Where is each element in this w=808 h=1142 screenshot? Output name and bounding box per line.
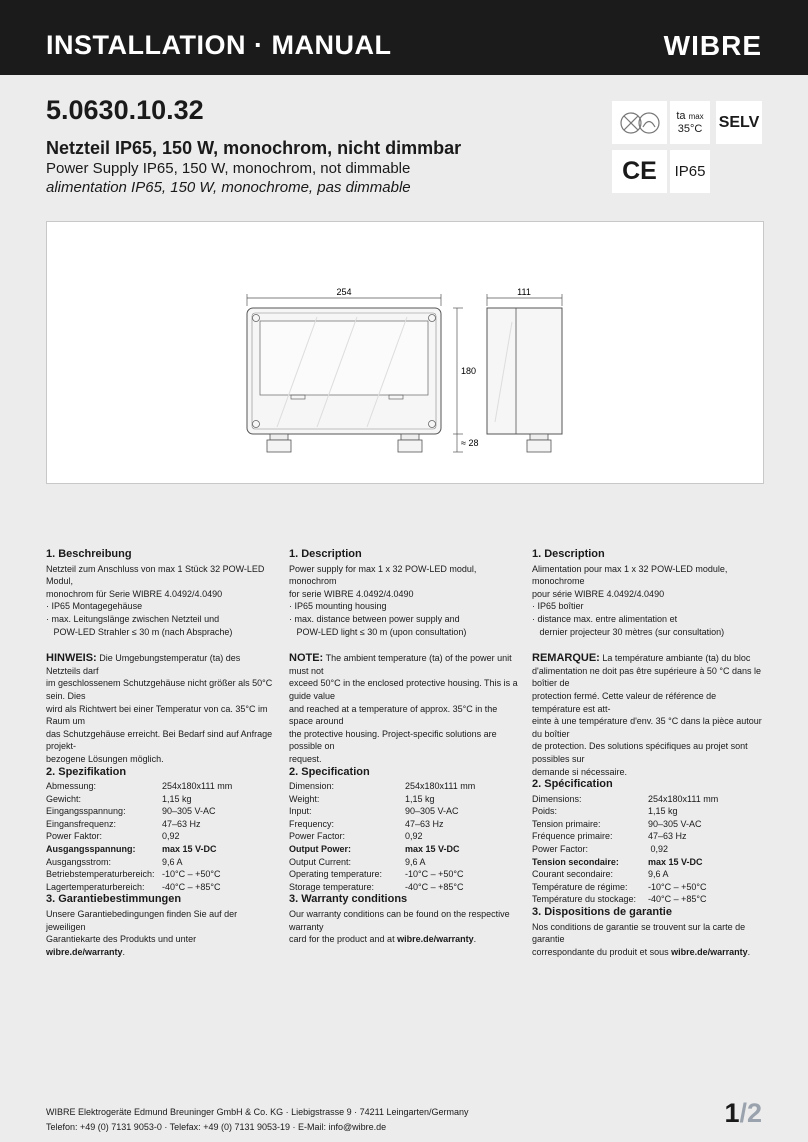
spec-row: Ausgangsspannung: max 15 V-DC <box>46 844 217 855</box>
cable-gland-left <box>270 434 288 440</box>
ip-rating-label: IP65 <box>674 163 706 180</box>
spec-row: Poids: 1,15 kg <box>532 806 678 817</box>
warranty-line: Unsere Garantiebedingungen finden Sie auf der jeweiligen <box>46 909 238 932</box>
description-line: POW-LED Strahler ≤ 30 m (nach Absprache) <box>46 626 233 637</box>
description-line: monochrom für Serie WIBRE 4.0492/4.0490 <box>46 588 223 599</box>
note-line: d'alimentation ne doit pas être supérieure à 50 °C dans le boîtier de <box>532 665 761 689</box>
warranty-link[interactable]: wibre.de/warranty <box>397 934 474 945</box>
no-cover-symbol-badge <box>612 101 667 144</box>
ce-mark-icon: CE <box>622 157 657 185</box>
spec-row: Power Factor: 0,92 <box>289 831 423 842</box>
selv-badge <box>716 101 762 144</box>
note-line: and reached at a temperature of approx. 35°C in the space around <box>289 703 498 727</box>
description-line: Power supply for max 1 x 32 POW-LED modul, monochrom <box>289 563 477 587</box>
spec-row: Eingangsspannung: 90–305 V-AC <box>46 806 216 817</box>
page-header <box>0 0 808 75</box>
dimension-drawing <box>47 222 763 483</box>
section-description-en: 1. Description <box>289 548 362 560</box>
ta-sub-label: max <box>688 111 704 121</box>
section-specification-de: 2. Spezifikation <box>46 765 127 778</box>
note-label: NOTE: <box>289 652 324 665</box>
gland-dimension-label: ≈ 28 <box>461 438 479 448</box>
product-name-de: Netzteil IP65, 150 W, monochrom, nicht dimmbar <box>46 138 462 158</box>
description-line: Netzteil zum Anschluss von max 1 Stück 32 POW-LED Modul, <box>46 563 265 587</box>
spec-row: Frequency: 47–63 Hz <box>289 818 444 829</box>
note-line: the protective housing. Project-specific solutions are possible on <box>289 728 497 752</box>
description-line: Alimentation pour max 1 x 32 POW-LED module, monochrome <box>532 563 728 587</box>
warranty-line: Our warranty conditions can be found on the respective warranty <box>289 909 510 932</box>
warranty-link[interactable]: wibre.de/warranty <box>46 946 123 957</box>
spec-row: Température de régime: -10°C – +50°C <box>532 881 707 892</box>
description-line: · IP65 Montagegehäuse <box>46 601 143 612</box>
note-line: das Schutzgehäuse erreicht. Bei Bedarf sind auf Anfrage projekt- <box>46 728 273 752</box>
note-paragraph-de: HINWEIS: Die Umgebungstemperatur (ta) des Netzteils darf <box>46 652 241 676</box>
spec-row: Courant secondaire: 9,6 A <box>532 869 669 880</box>
spec-row: Température du stockage: -40°C – +85°C <box>532 894 707 905</box>
spec-row: Tension secondaire: max 15 V-DC <box>532 856 703 867</box>
spec-row: Abmessung: 254x180x111 mm <box>46 781 233 792</box>
description-line: · IP65 boîtier <box>532 601 584 612</box>
spec-row: Power Factor: 0,92 <box>532 844 669 855</box>
note-label: REMARQUE: <box>532 652 600 665</box>
ta-value: 35°C <box>677 122 703 135</box>
section-description-de: 1. Beschreibung <box>46 548 132 560</box>
spec-row: Fréquence primaire: 47–63 Hz <box>532 831 687 842</box>
section-warranty-fr: 3. Dispositions de garantie <box>532 906 672 919</box>
footer-contact: Telefon: +49 (0) 7131 9053-0 · Telefax: +49 (0) 7131 9053-19 · E-Mail: info@wibre.de <box>46 1122 387 1132</box>
warranty-line: correspondante du produit et sous wibre.de/warranty. <box>532 946 751 957</box>
selv-label: SELV <box>718 113 760 131</box>
note-line: request. <box>289 753 322 764</box>
ip65-badge <box>670 150 710 193</box>
spec-row: Lagertemperaturbereich: -40°C – +85°C <box>46 881 221 892</box>
height-dimension-label: 180 <box>461 366 477 376</box>
document-title: INSTALLATION · MANUAL <box>46 30 392 60</box>
page-footer <box>46 1105 469 1135</box>
spec-row: Betriebstemperaturbereich: -10°C – +50°C <box>46 869 221 880</box>
description-line: POW-LED light ≤ 30 m (upon consultation) <box>289 626 467 637</box>
cable-gland-side <box>530 434 548 440</box>
warranty-line: card for the product and at wibre.de/warranty. <box>289 934 477 945</box>
spec-row: Output Power: max 15 V-DC <box>289 844 460 855</box>
warranty-line: Nos conditions de garantie se trouvent sur la carte de garantie <box>532 921 746 945</box>
note-paragraph-fr: REMARQUE: La température ambiante (ta) du bloc <box>532 652 751 665</box>
description-line: dernier projecteur 30 mètres (sur consultation) <box>532 626 725 637</box>
note-paragraph-en: NOTE: The ambient temperature (ta) of the power unit must not <box>289 652 512 676</box>
note-line: wird als Richtwert bei einer Temperatur von ca. 35°C im Raum um <box>46 703 268 727</box>
column-german <box>46 548 276 958</box>
note-line: de protection. Des solutions spécifiques au projet sont possibles sur <box>532 741 748 764</box>
spec-row: Operating temperature: -10°C – +50°C <box>289 869 464 880</box>
housing-side-view <box>487 308 562 434</box>
page-number: 1/2 <box>724 1098 762 1128</box>
ta-max-badge <box>670 101 710 144</box>
spec-row: Storage temperature: -40°C – +85°C <box>289 881 464 892</box>
section-description-fr: 1. Description <box>532 548 605 560</box>
ce-badge <box>612 150 667 193</box>
description-line: · distance max. entre alimentation et <box>532 613 678 624</box>
cable-gland-right <box>401 434 419 440</box>
section-warranty-de: 3. Garantiebestimmungen <box>46 893 182 906</box>
note-line: im geschlossenem Schutzgehäuse nicht größer als 50°C sein. Dies <box>46 678 273 701</box>
description-line: · IP65 mounting housing <box>289 601 387 612</box>
section-specification-fr: 2. Spécification <box>532 778 613 791</box>
spec-row: Tension primaire: 90–305 V-AC <box>532 818 702 829</box>
technical-drawing <box>46 221 764 484</box>
description-line: · max. Leitungslänge zwischen Netzteil und <box>46 613 220 624</box>
ta-label: ta <box>676 109 686 122</box>
note-label: HINWEIS: <box>46 652 97 665</box>
depth-dimension-label: 111 <box>517 287 531 297</box>
column-french <box>532 548 762 958</box>
width-dimension-label: 254 <box>336 287 352 297</box>
note-line: demande si nécessaire. <box>532 766 628 777</box>
product-name-fr: alimentation IP65, 150 W, monochrome, pas dimmable <box>46 179 411 196</box>
spec-row: Input: 90–305 V-AC <box>289 806 459 817</box>
footer-address: WIBRE Elektrogeräte Edmund Breuninger GmbH & Co. KG · Liebigstrasse 9 · 74211 Leingarten/Germany <box>46 1107 469 1117</box>
brand-logo: WIBRE <box>663 30 762 61</box>
spec-row: Output Current: 9,6 A <box>289 856 426 867</box>
spec-row: Dimension: 254x180x111 mm <box>289 781 476 792</box>
description-line: for serie WIBRE 4.0492/4.0490 <box>289 588 414 599</box>
section-warranty-en: 3. Warranty conditions <box>289 893 408 906</box>
section-specification-en: 2. Specification <box>289 765 370 778</box>
note-line: exceed 50°C in the enclosed protective housing. This is a guide value <box>289 678 518 701</box>
article-number: 5.0630.10.32 <box>46 95 204 125</box>
warranty-link[interactable]: wibre.de/warranty <box>671 946 748 957</box>
spec-row: Weight: 1,15 kg <box>289 793 435 804</box>
note-line: einte à une température d'env. 35 °C dans la pièce autour du boîtier <box>532 716 762 739</box>
no-insulation-cover-icon <box>616 108 664 138</box>
spec-row: Ausgangsstrom: 9,6 A <box>46 856 183 867</box>
note-line: bezogene Lösungen möglich. <box>46 753 164 764</box>
note-line: protection fermé. Cette valeur de référence de température est att- <box>532 690 717 714</box>
spec-row: Gewicht: 1,15 kg <box>46 793 192 804</box>
column-english <box>289 548 519 946</box>
warranty-line: Garantiekarte des Produkts und unter wibre.de/warranty. <box>46 934 197 957</box>
description-line: pour série WIBRE 4.0492/4.0490 <box>532 588 665 599</box>
spec-row: Eingansfrequenz: 47–63 Hz <box>46 818 201 829</box>
description-line: · max. distance between power supply and <box>289 613 460 624</box>
spec-row: Dimensions: 254x180x111 mm <box>532 793 719 804</box>
product-name-en: Power Supply IP65, 150 W, monochrom, not dimmable <box>46 160 411 177</box>
spec-row: Power Faktor: 0,92 <box>46 831 180 842</box>
